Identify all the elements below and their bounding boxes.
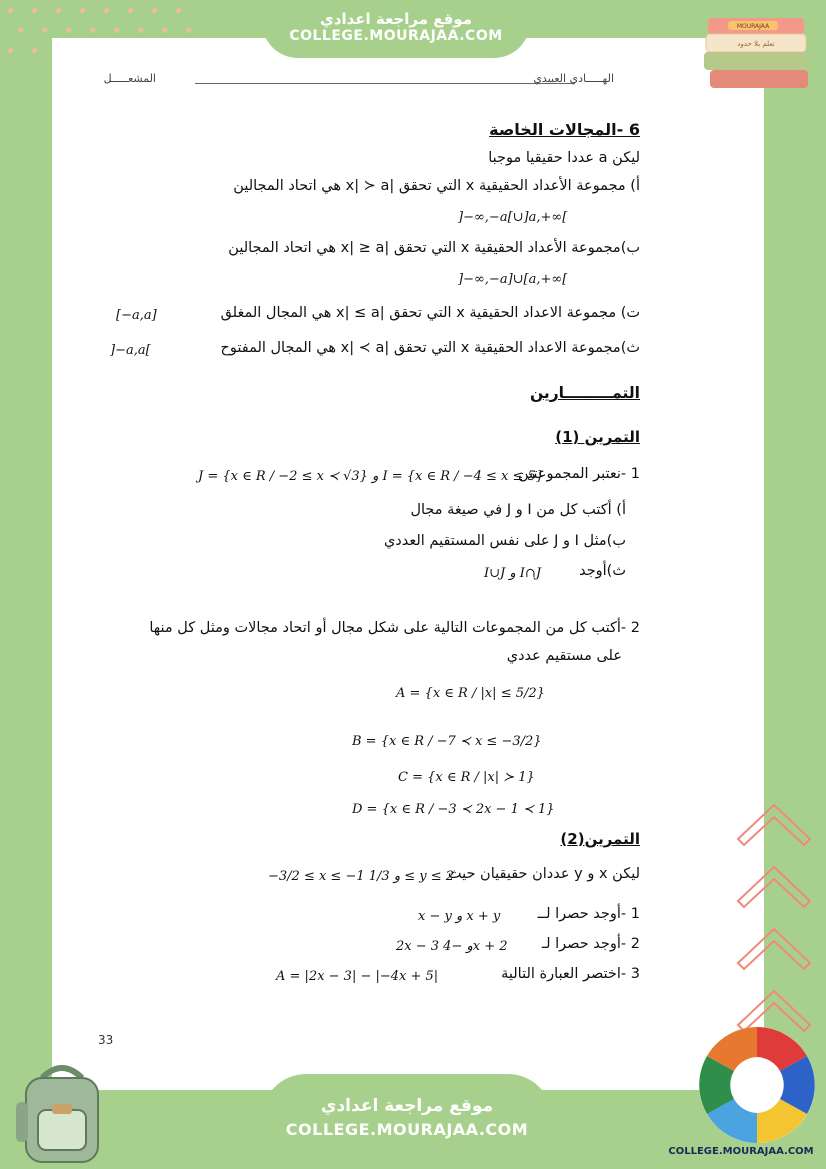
decorative-dot: [138, 28, 143, 33]
item-t: ت) مجموعة الاعداد الحقيقية x التي تحقق |x| ≤ a هي المجال المغلق: [220, 305, 640, 321]
chevron-up-icon: [732, 795, 816, 851]
exercises-title: التمـــــــــارين: [529, 384, 640, 402]
set-c: C = {x ∈ R / |x| ≻ 1}: [398, 770, 535, 785]
item-t-math: [−a,a]: [116, 308, 157, 323]
item-a-math: ]−∞,−a[∪]a,+∞[: [458, 210, 568, 225]
ex2-q1: 1 -أوجد حصرا لــ: [537, 906, 640, 922]
bottom-site-banner: [262, 1074, 552, 1169]
ex2-q3-math: A = |2x − 3| − |−4x + 5|: [276, 969, 439, 984]
site-badge[interactable]: COLLEGE.MOURAJAA.COM: [668, 1146, 814, 1157]
decorative-dot: [32, 8, 37, 13]
decorative-dot: [56, 8, 61, 13]
document-page: [52, 38, 764, 1090]
section-intro: ليكن a عددا حقيقيا موجبا: [488, 150, 640, 166]
exercise2-title: التمرين(2): [560, 830, 640, 848]
top-site-banner: [262, 0, 530, 58]
books-icon: [700, 12, 816, 94]
ex1-t-math: I∪J و I∩J: [484, 566, 542, 581]
ex2-q1-math: x − y و x + y: [418, 909, 501, 924]
decorative-dot: [186, 28, 191, 33]
decorative-dot: [66, 28, 71, 33]
books-spine-text-ar: تعلم بلا حدود: [737, 40, 775, 48]
ex1-b: ب)مثل I و J على نفس المستقيم العددي: [383, 533, 626, 549]
section-title: 6 -المجالات الخاصة: [489, 120, 640, 139]
item-a: أ) مجموعة الأعداد الحقيقية x التي تحقق |x| ≻ a هي اتحاد المجالين: [233, 178, 640, 194]
decorative-dot: [18, 28, 23, 33]
decorative-dot: [128, 8, 133, 13]
ex1-t: ث)أوجد: [579, 563, 626, 579]
decorative-dot: [152, 8, 157, 13]
ex1-q2-line2: على مستقيم عددي: [506, 648, 622, 664]
decorative-dot: [8, 48, 13, 53]
header-teacher: الهـــــادي العبيدي: [533, 72, 614, 85]
decorative-dot: [104, 8, 109, 13]
decorative-dot: [80, 8, 85, 13]
site-name-top: موقع مراجعة اعدادي: [320, 10, 472, 28]
decorative-dot: [114, 28, 119, 33]
decorative-dot: [32, 48, 37, 53]
item-th-math: ]−a,a[: [110, 343, 151, 358]
decorative-dot: [42, 28, 47, 33]
chevron-up-icon: [732, 857, 816, 913]
decorative-dot: [8, 8, 13, 13]
chevron-up-icon: [732, 919, 816, 975]
header-divider: [195, 83, 575, 84]
decorative-dot: [90, 28, 95, 33]
backpack-icon: [12, 1058, 112, 1166]
school-logo-icon: [696, 1024, 818, 1146]
ex1-q1: 1 -نعتبر المجموعتين: [518, 466, 640, 482]
ex2-q2: 2 -أوجد حصرا لـ: [541, 936, 640, 952]
exercise1-title: التمرين (1): [555, 428, 640, 446]
header-subject: المشعـــــل: [103, 72, 156, 85]
ex1-q2-line1: 2 -أكتب كل من المجموعات التالية على شكل مجال أو اتحاد مجالات ومثل كل منها: [149, 620, 640, 636]
decorative-dot: [162, 28, 167, 33]
ex1-a: أ) أكتب كل من I و J في صيغة مجال: [410, 502, 626, 518]
item-th: ث)مجموعة الاعداد الحقيقية x التي تحقق |x| ≺ a هي المجال المفتوح: [220, 340, 640, 356]
site-url-top[interactable]: COLLEGE.MOURAJAA.COM: [289, 28, 503, 44]
ex2-intro-math: −3/2 ≤ x ≤ −1 و 1/3 ≤ y ≤ 2: [268, 869, 455, 884]
item-b: ب)مجموعة الأعداد الحقيقية x التي تحقق |x| ≥ a هي اتحاد المجالين: [228, 240, 640, 256]
item-b-math: ]−∞,−a]∪[a,+∞[: [458, 272, 568, 287]
page-number: 33: [98, 1033, 114, 1047]
set-a: A = {x ∈ R / |x| ≤ 5/2}: [396, 686, 545, 701]
books-spine-text: MOURAJAA: [736, 23, 770, 30]
ex1-q1-math: J = {x ∈ R / −2 ≤ x ≺ √3} و I = {x ∈ R / −4 ≤ x ≤ 5}: [198, 469, 545, 484]
ex2-q2-math: 2x − 3 و −4x + 2: [396, 939, 508, 954]
set-d: D = {x ∈ R / −3 ≺ 2x − 1 ≺ 1}: [352, 802, 555, 817]
ex2-q3: 3 -اختصر العبارة التالية: [501, 966, 640, 982]
ex2-intro: ليكن x و y عددان حقيقيان حيث: [447, 866, 640, 882]
site-url-bottom[interactable]: COLLEGE.MOURAJAA.COM: [285, 1120, 529, 1139]
site-name-bottom: موقع مراجعة اعدادي: [320, 1096, 494, 1116]
decorative-dot: [176, 8, 181, 13]
set-b: B = {x ∈ R / −7 ≺ x ≤ −3/2}: [352, 734, 542, 749]
